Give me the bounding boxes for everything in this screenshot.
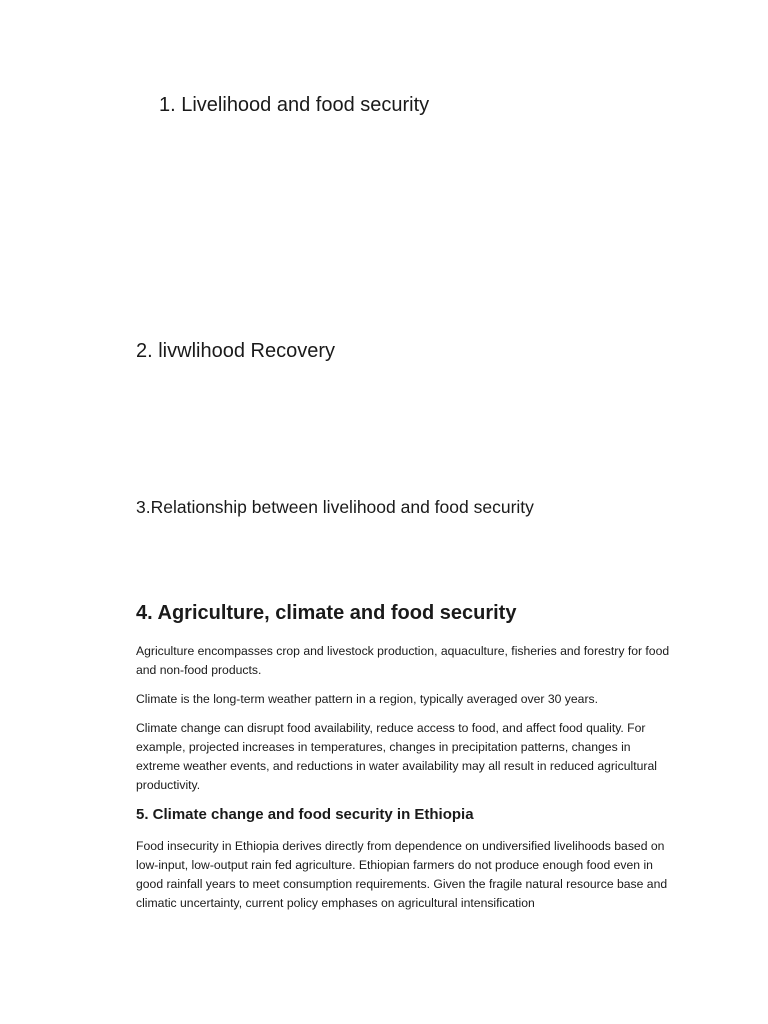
paragraph-food-insecurity-ethiopia: Food insecurity in Ethiopia derives directly from dependence on undiversified livelihoods based on low-input, low-output rain fed agriculture. Ethiopian farmers do not produce enough food even in good rainfall years to meet consumption requirements. Given the fragile natural resource base and climatic uncertainty, current policy emphases on agricultural intensification [136,839,668,910]
heading-livelihood-food-security: 1. Livelihood and food security [159,94,430,116]
heading-relationship: 3.Relationship between livelihood and food security [136,497,534,517]
heading-climate-change-ethiopia: 5. Climate change and food security in Ethiopia [136,806,474,823]
paragraph-climate-definition: Climate is the long-term weather pattern in a region, typically averaged over 30 years. [136,692,599,706]
heading-agriculture-climate: 4. Agriculture, climate and food security [136,602,517,624]
heading-livelihood-recovery: 2. livwlihood Recovery [136,340,335,362]
paragraph-agriculture-definition: Agriculture encompasses crop and livestock production, aquaculture, fisheries and forestry for food and non-food products. [136,644,670,677]
paragraph-climate-change-effects: Climate change can disrupt food availability, reduce access to food, and affect food quality. For example, projected increases in temperatures, changes in precipitation patterns, changes in extreme weather events, and reductions in water availability may all result in reduced agricultural productivity. [136,721,657,792]
